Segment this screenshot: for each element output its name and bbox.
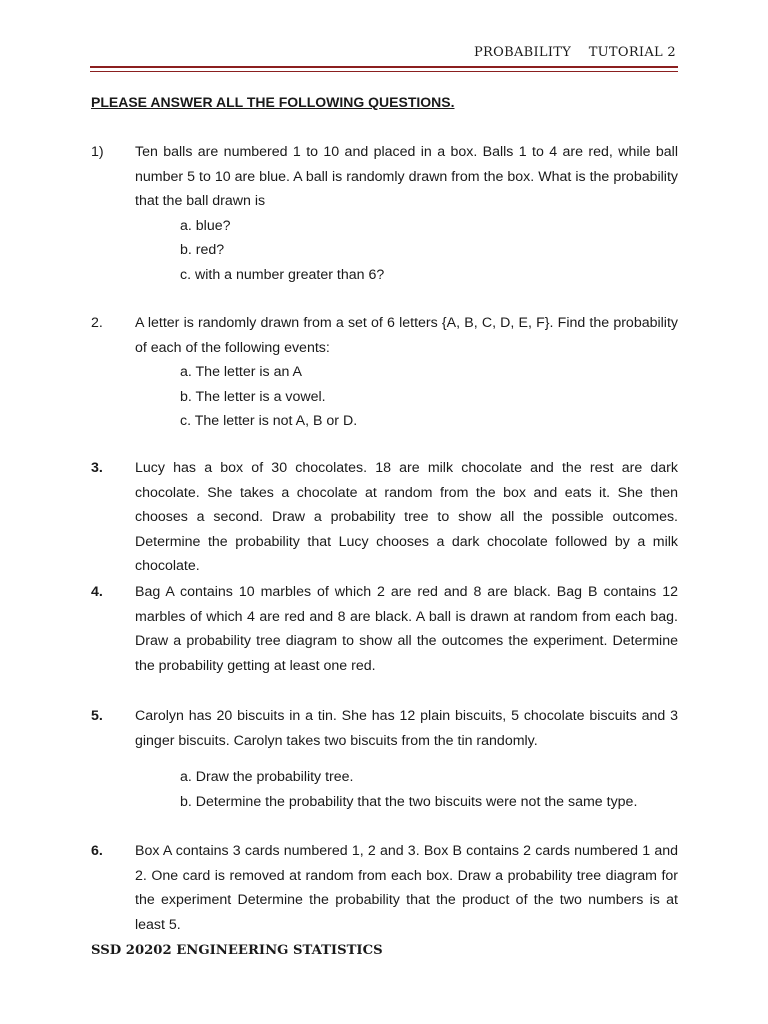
question-number: 4. [91, 584, 103, 600]
question-part: c. with a number greater than 6? [180, 266, 385, 283]
header-subject: PROBABILITY [474, 45, 572, 60]
question-parts [180, 765, 678, 814]
question-text: Ten balls are numbered 1 to 10 and placed in a box. Balls 1 to 4 are red, while ball number 5 to 10 are blue. A ball is randomly drawn from the box. What is the probability that the ball drawn is [135, 144, 678, 209]
question-part: a. Draw the probability tree. [180, 769, 354, 785]
question-5 [91, 704, 678, 814]
question-text: A letter is randomly drawn from a set of 6 letters {A, B, C, D, E, F}. Find the probability of each of the following events: [135, 315, 678, 356]
question-number: 6. [91, 843, 103, 859]
page-footer: SSD 20202 ENGINEERING STATISTICS [91, 943, 383, 958]
header-tutorial: TUTORIAL 2 [588, 45, 676, 60]
question-6 [91, 839, 678, 937]
question-text: Carolyn has 20 biscuits in a tin. She has 12 plain biscuits, 5 chocolate biscuits and 3 ginger biscuits. Carolyn takes two biscuits from the tin randomly. [135, 708, 678, 749]
header-rule-thin [90, 71, 678, 72]
header-rule-thick [90, 66, 678, 68]
page-header [474, 45, 676, 60]
question-3 [91, 456, 678, 579]
question-parts [180, 360, 678, 434]
question-number: 1) [91, 144, 104, 160]
question-part: a. blue? [180, 217, 231, 234]
question-part: b. Determine the probability that the two biscuits were not the same type. [180, 793, 638, 810]
question-parts [180, 214, 678, 288]
question-part: a. The letter is an A [180, 364, 302, 380]
question-text: Box A contains 3 cards numbered 1, 2 and 3. Box B contains 2 cards numbered 1 and 2. One card is removed at random from each box. Draw a probability tree diagram for the experiment Determine the probability that the product of the two numbers is at least 5. [135, 843, 678, 933]
question-number: 5. [91, 708, 103, 724]
question-2 [91, 311, 678, 434]
question-4 [91, 580, 678, 678]
question-text: Lucy has a box of 30 chocolates. 18 are milk chocolate and the rest are dark chocolate. She takes a chocolate at random from the box and eats it. She then chooses a second. Draw a probability tree to show all the possible outcomes. Determine the probability that Lucy chooses a dark chocolate followed by a milk chocolate. [135, 460, 678, 574]
question-part: b. red? [180, 242, 225, 258]
question-text: Bag A contains 10 marbles of which 2 are red and 8 are black. Bag B contains 12 marbles of which 4 are red and 8 are black. A ball is drawn at random from each bag. Draw a probability tree diagram to show all the outcomes the experiment. Determine the probability getting at least one red. [135, 584, 678, 674]
instruction-heading: PLEASE ANSWER ALL THE FOLLOWING QUESTIONS. [91, 94, 455, 110]
question-1 [91, 140, 678, 287]
question-number: 3. [91, 460, 103, 476]
question-number: 2. [91, 315, 103, 331]
question-part: c. The letter is not A, B or D. [180, 413, 358, 429]
question-part: b. The letter is a vowel. [180, 388, 326, 405]
